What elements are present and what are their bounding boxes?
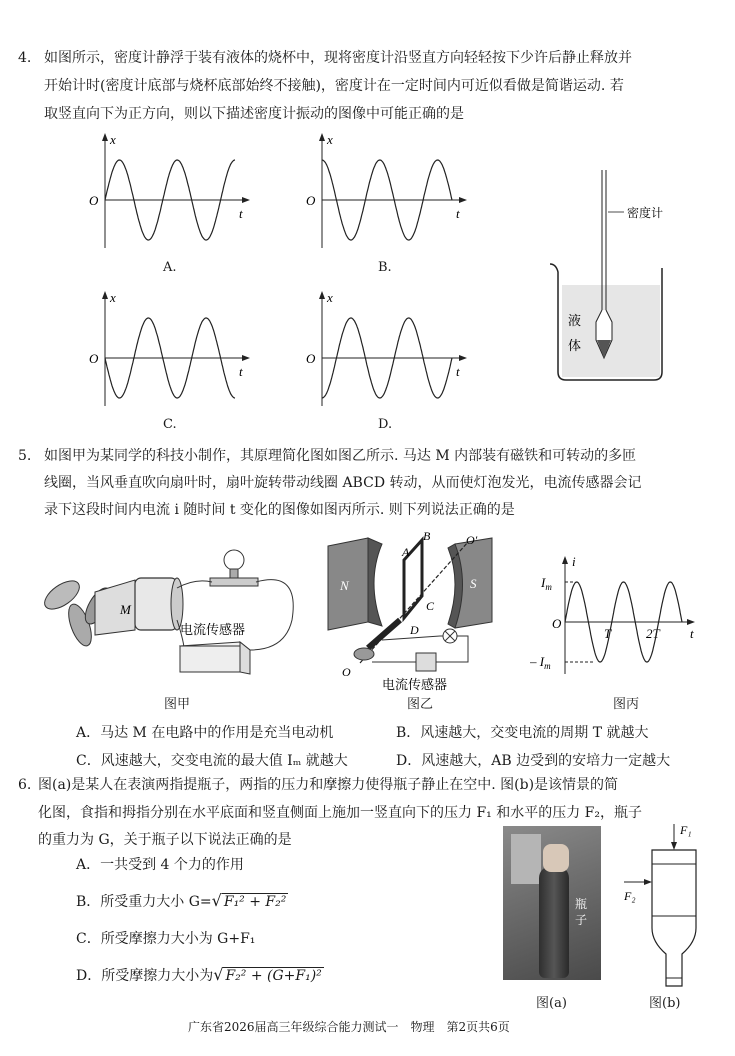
caption-bing: 图丙 xyxy=(613,697,640,712)
bottle-label-2: 子 xyxy=(575,913,588,927)
bottle-label xyxy=(575,896,587,928)
origin-label: O xyxy=(306,193,316,208)
q5-option-d[interactable]: D．风速越大，AB 边受到的安培力一定越大 xyxy=(396,753,671,769)
option-d-label: D. xyxy=(378,417,393,432)
q4-number: 4. xyxy=(18,50,32,66)
t-period-label: T xyxy=(604,626,612,641)
q4-graph-d[interactable] xyxy=(302,288,477,410)
liquid-label-2: 体 xyxy=(568,338,582,353)
o-prime-label: O′ xyxy=(466,533,478,547)
bottle-outline xyxy=(652,850,696,986)
q5-option-a[interactable]: A．马达 M 在电路中的作用是充当电动机 xyxy=(76,725,334,741)
im-label: $I_m$ xyxy=(541,575,552,592)
f1-label: F₁ xyxy=(680,823,692,837)
caption-b: 图(b) xyxy=(649,996,681,1011)
y-axis-label: x xyxy=(110,290,116,305)
q6-option-d-radicand: F₂² + (G+F₁)² xyxy=(225,968,322,984)
bulb-icon xyxy=(224,550,244,570)
neg-im-label: – $I_m$ xyxy=(530,654,551,671)
q4-graph-c[interactable] xyxy=(85,288,260,410)
o-label: O xyxy=(342,665,351,679)
sqrt-icon: √ xyxy=(213,965,224,984)
q5-line-3: 录下这段时间内电流 i 随时间 t 变化的图像如图丙所示. 则下列说法正确的是 xyxy=(44,502,515,518)
sensor-box xyxy=(416,653,436,671)
q5-option-b[interactable]: B．风速越大，交变电流的周期 T 就越大 xyxy=(396,725,649,741)
page-footer: 广东省2026届高三年级综合能力测试一 物理 第2页共6页 xyxy=(188,1020,510,1034)
sensor-label: 电流传感器 xyxy=(382,677,448,692)
current-sensor-box xyxy=(180,646,240,672)
origin-label: O xyxy=(552,616,562,631)
sensor-label: 电流传感器 xyxy=(180,622,246,637)
q4-line-3: 取竖直向下为正方向，则以下描述密度计振动的图像中可能正确的是 xyxy=(44,106,464,122)
x-axis-label: t xyxy=(690,626,694,641)
q4-line-1: 如图所示，密度计静浮于装有液体的烧杯中，现将密度计沿竖直方向轻轻按下少许后静止释放并 xyxy=(44,50,632,66)
x-axis-label: t xyxy=(456,206,460,221)
y-axis-label: x xyxy=(327,132,333,147)
liquid-label-1: 液 xyxy=(568,313,582,328)
origin-label: O xyxy=(306,351,316,366)
bulb-base xyxy=(210,578,258,586)
slip-ring xyxy=(354,648,374,660)
y-axis-label: x xyxy=(110,132,116,147)
caption-jia: 图甲 xyxy=(164,697,191,712)
q6-line-2: 化图，食指和拇指分别在水平底面和竖直侧面上施加一竖直向下的压力 F₁ 和水平的压力 F₂，瓶子 xyxy=(38,805,643,821)
option-b-label: B. xyxy=(378,260,392,275)
y-axis-label: x xyxy=(327,290,333,305)
motor xyxy=(95,578,183,635)
q6-number: 6. xyxy=(18,777,32,793)
q6-option-b[interactable] xyxy=(76,888,288,915)
option-c-label: C. xyxy=(163,417,177,432)
option-a-label: A. xyxy=(163,260,177,275)
photo-bottle xyxy=(539,866,569,978)
q6-option-c[interactable]: C．所受摩擦力大小为 G+F₁ xyxy=(76,931,256,947)
q6-option-d-text: D．所受摩擦力大小为 xyxy=(76,968,214,984)
q5-line-2: 线圈，当风垂直吹向扇叶时，扇叶旋转带动线圈 ABCD 转动，从而使灯泡发光，电流传感器会记 xyxy=(44,475,642,491)
x-axis-label: t xyxy=(456,364,460,379)
q4-line-2: 开始计时(密度计底部与烧杯底部始终不接触)，密度计在一定时间内可近似看做是简谐运动. 若 xyxy=(44,78,624,94)
q6-option-b-radicand: F₁² + F₂² xyxy=(223,894,287,910)
q5-option-c[interactable]: C．风速越大，交变电流的最大值 Iₘ 就越大 xyxy=(76,753,348,769)
origin-label: O xyxy=(89,193,99,208)
c-label: C xyxy=(426,599,435,613)
caption-a: 图(a) xyxy=(536,996,567,1011)
photo-a xyxy=(503,826,601,980)
b-label: B xyxy=(423,529,431,543)
figure-yi xyxy=(320,528,530,693)
s-label: S xyxy=(470,576,477,591)
sqrt-icon: √ xyxy=(211,891,222,910)
motor-label: M xyxy=(120,602,131,617)
q6-line-1: 图(a)是某人在表演两指提瓶子，两指的压力和摩擦力使得瓶子静止在空中. 图(b)是该情景的简 xyxy=(38,777,619,793)
caption-yi: 图乙 xyxy=(407,697,434,712)
figure-b xyxy=(612,820,722,1000)
origin-label: O xyxy=(89,351,99,366)
beaker-diagram xyxy=(540,160,700,390)
figure-jia xyxy=(40,540,310,680)
t2-period-label: 2T xyxy=(646,626,660,641)
q6-option-d[interactable] xyxy=(76,962,324,989)
f2-label: F₂ xyxy=(624,889,636,903)
q6-line-3: 的重力为 G，关于瓶子以下说法正确的是 xyxy=(38,832,292,848)
photo-background xyxy=(511,834,541,884)
q6-option-b-text: B．所受重力大小 G= xyxy=(76,894,212,910)
bottle-label-1: 瓶 xyxy=(575,897,588,911)
photo-fingers xyxy=(543,844,569,872)
x-axis-label: t xyxy=(239,206,243,221)
d-label: D xyxy=(410,623,419,637)
q5-line-1: 如图甲为某同学的科技小制作，其原理简化图如图乙所示. 马达 M 内部装有磁铁和可转动的多匝 xyxy=(44,448,637,464)
n-label: N xyxy=(340,578,349,593)
x-axis-label: t xyxy=(239,364,243,379)
a-label: A xyxy=(402,545,410,559)
i-axis-label: i xyxy=(572,554,576,569)
q4-graph-a[interactable] xyxy=(85,130,260,252)
figure-bing xyxy=(530,552,710,677)
q5-number: 5. xyxy=(18,448,32,464)
q4-graph-b[interactable] xyxy=(302,130,477,252)
q6-option-a[interactable]: A．一共受到 4 个力的作用 xyxy=(76,857,244,873)
hydrometer-label: 密度计 xyxy=(627,206,664,220)
